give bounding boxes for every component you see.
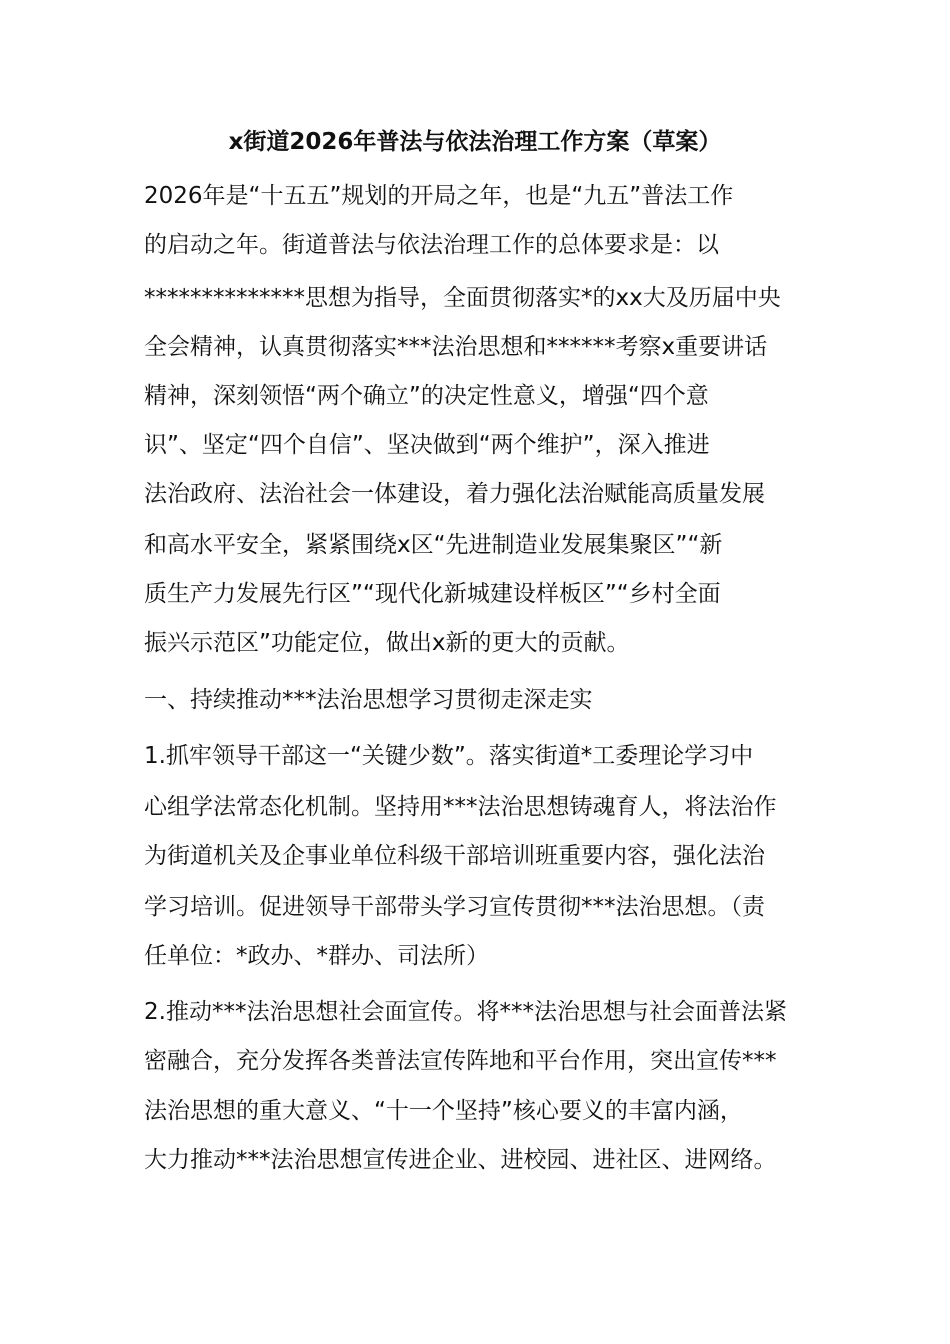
item1-line: 1.抓牢领导干部这一“关键少数”。落实街道*工委理论学习中 bbox=[144, 743, 754, 769]
intro-line: 和高水平安全，紧紧围绕x区“先进制造业发展集聚区”“新 bbox=[144, 532, 723, 558]
intro-line: 法治政府、法治社会一体建设，着力强化法治赋能高质量发展 bbox=[144, 481, 765, 507]
intro-line: 振兴示范区”功能定位，做出x新的更大的贡献。 bbox=[144, 630, 630, 656]
intro-line: 全会精神，认真贯彻落实***法治思想和******考察x重要讲话 bbox=[144, 334, 768, 360]
item1-line: 任单位：*政办、*群办、司法所） bbox=[144, 943, 489, 969]
item2-line: 密融合，充分发挥各类普法宣传阵地和平台作用，突出宣传*** bbox=[144, 1048, 777, 1074]
item2-line: 2.推动***法治思想社会面宣传。将***法治思想与社会面普法紧 bbox=[144, 999, 787, 1025]
item1-line: 心组学法常态化机制。坚持用***法治思想铸魂育人，将法治作 bbox=[144, 794, 777, 820]
section-heading: 一、持续推动***法治思想学习贯彻走深走实 bbox=[144, 687, 593, 713]
document-title: x街道2026年普法与依法治理工作方案（草案） bbox=[228, 129, 722, 155]
intro-line: 的启动之年。街道普法与依法治理工作的总体要求是：以 bbox=[144, 232, 719, 258]
intro-line: 2026年是“十五五”规划的开局之年，也是“九五”普法工作 bbox=[144, 183, 734, 209]
item2-line: 法治思想的重大意义、“十一个坚持”核心要义的丰富内涵， bbox=[144, 1098, 743, 1124]
intro-line: 精神，深刻领悟“两个确立”的决定性意义，增强“四个意 bbox=[144, 383, 709, 409]
intro-line: 质生产力发展先行区”“现代化新城建设样板区”“乡村全面 bbox=[144, 581, 721, 607]
item1-line: 为街道机关及企事业单位科级干部培训班重要内容，强化法治 bbox=[144, 843, 765, 869]
intro-line: **************思想为指导，全面贯彻落实*的xx大及历届中央 bbox=[144, 285, 781, 311]
item2-line: 大力推动***法治思想宣传进企业、进校园、进社区、进网络。 bbox=[144, 1147, 777, 1173]
item1-line: 学习培训。促进领导干部带头学习宣传贯彻***法治思想。（责 bbox=[144, 894, 765, 920]
intro-line: 识”、坚定“四个自信”、坚决做到“两个维护”，深入推进 bbox=[144, 432, 710, 458]
